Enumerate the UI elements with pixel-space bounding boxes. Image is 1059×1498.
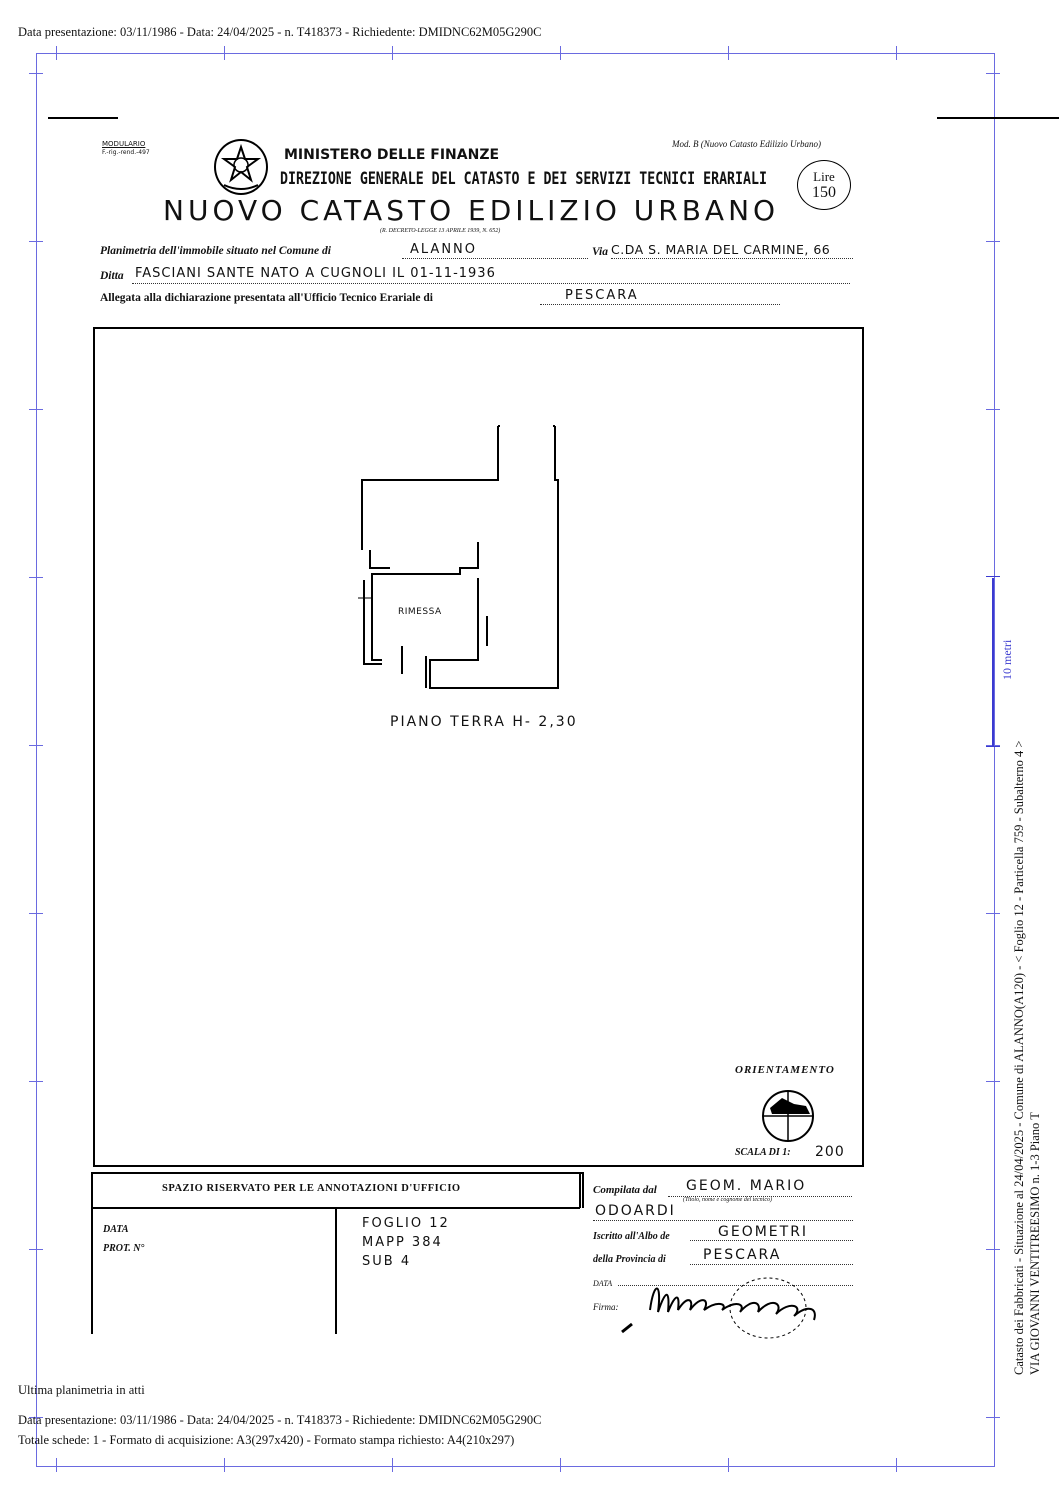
compiler-name2: ODOARDI <box>595 1203 676 1219</box>
decree-label: (R. DECRETO-LEGGE 13 APRILE 1939, N. 652) <box>380 228 501 234</box>
scale-value: 200 <box>815 1144 845 1160</box>
frame-tick <box>29 73 43 74</box>
comune-underline <box>402 258 588 259</box>
frame-tick <box>392 1458 393 1472</box>
document-header: Data presentazione: 03/11/1986 - Data: 24/04/2025 - n. T418373 - Richiedente: DMIDNC62M05G290C <box>18 25 542 39</box>
frame-tick <box>392 46 393 60</box>
signature-icon <box>618 1270 833 1340</box>
frame-tick <box>986 1249 1000 1250</box>
annotations-left-border <box>91 1172 93 1334</box>
price-stamp-value: 150 <box>812 184 836 201</box>
allegata-label: Allegata alla dichiarazione presentata all'Ufficio Tecnico Erariale di <box>100 292 433 304</box>
annotations-heading: SPAZIO RISERVATO PER LE ANNOTAZIONI D'UFFICIO <box>162 1183 461 1194</box>
ditta-value: FASCIANI SANTE NATO A CUGNOLI IL 01-11-1936 <box>135 266 496 281</box>
via-label: Via <box>592 246 608 258</box>
frame-tick <box>986 1417 1000 1418</box>
scale-bar-end <box>986 746 1000 747</box>
compilata-label: Compilata dal <box>593 1184 657 1196</box>
annot-prot-label: PROT. N° <box>103 1243 145 1254</box>
annotations-right-border <box>579 1172 581 1208</box>
ditta-underline <box>132 283 850 284</box>
orientation-label: ORIENTAMENTO <box>735 1064 835 1076</box>
scan-artifact <box>937 117 1059 119</box>
frame-tick <box>29 1249 43 1250</box>
frame-tick <box>56 1458 57 1472</box>
mapp-value: MAPP 384 <box>362 1235 443 1250</box>
provincia-value: PESCARA <box>703 1247 782 1263</box>
scale-bar-end <box>986 576 1000 577</box>
ministry-title: MINISTERO DELLE FINANZE <box>284 147 500 163</box>
footer-line2: Totale schede: 1 - Formato di acquisizione: A3(297x420) - Formato stampa richiesto: A4(210x297) <box>18 1433 515 1447</box>
firma-label: Firma: <box>593 1302 619 1312</box>
albo-underline <box>690 1240 853 1241</box>
annot-data-label: DATA <box>103 1224 129 1235</box>
frame-tick <box>29 577 43 578</box>
footer-ultima: Ultima planimetria in atti <box>18 1383 145 1397</box>
frame-tick <box>29 241 43 242</box>
frame-tick <box>986 73 1000 74</box>
frame-tick <box>986 241 1000 242</box>
frame-tick <box>29 745 43 746</box>
scale-label: SCALA DI 1: <box>735 1147 791 1158</box>
ufficio-value: PESCARA <box>565 288 639 303</box>
frame-tick <box>728 46 729 60</box>
price-stamp-label: Lire <box>813 169 835 184</box>
via-underline <box>611 258 853 259</box>
ditta-label: Ditta <box>100 270 124 282</box>
frame-tick <box>29 1081 43 1082</box>
frame-tick <box>29 913 43 914</box>
scan-artifact <box>48 117 118 119</box>
scale-bar-label: 10 metri <box>1000 639 1014 680</box>
compiler-name-hint: (Titolo, nome e cognome del tecnico) <box>683 1197 772 1203</box>
frame-tick <box>986 913 1000 914</box>
compass-icon <box>760 1088 816 1144</box>
frame-tick <box>728 1458 729 1472</box>
floor-label: PIANO TERRA H- 2,30 <box>390 714 578 730</box>
frame-tick <box>986 1081 1000 1082</box>
frame-tick <box>224 46 225 60</box>
frame-tick <box>986 409 1000 410</box>
albo-value: GEOMETRI <box>718 1224 809 1240</box>
provincia-underline <box>690 1264 853 1265</box>
compiler-name1: GEOM. MARIO <box>686 1178 807 1194</box>
modulario-label: MODULARIO <box>102 140 146 148</box>
frame-tick <box>896 1458 897 1472</box>
ufficio-underline <box>540 304 780 305</box>
frame-tick <box>560 1458 561 1472</box>
frame-tick <box>29 409 43 410</box>
via-value: C.DA S. MARIA DEL CARMINE, 66 <box>611 242 831 257</box>
frame-tick <box>56 46 57 60</box>
foglio-value: FOGLIO 12 <box>362 1216 450 1231</box>
provincia-label: della Provincia di <box>593 1254 666 1265</box>
side-info-line2: VIA GIOVANNI VENTITREESIMO n. 1-3 Piano T <box>1028 1112 1042 1375</box>
compiler-underline <box>593 1220 853 1221</box>
scale-bar <box>992 578 994 746</box>
compiler-data-label: DATA <box>593 1279 613 1288</box>
footer-line1: Data presentazione: 03/11/1986 - Data: 24/04/2025 - n. T418373 - Richiedente: DMIDNC62M05G290C <box>18 1413 542 1427</box>
planimetria-label: Planimetria dell'immobile situato nel Comune di <box>100 245 331 257</box>
room-label: RIMESSA <box>398 607 442 617</box>
floor-plan <box>350 420 570 700</box>
iscritto-label: Iscritto all'Albo de <box>593 1231 670 1242</box>
republic-emblem-icon <box>214 139 268 195</box>
price-stamp <box>797 160 851 210</box>
annotations-mid-border <box>335 1209 337 1334</box>
directorate-title: DIREZIONE GENERALE DEL CATASTO E DEI SERVIZI TECNICI ERARIALI <box>280 169 767 189</box>
sub-value: SUB 4 <box>362 1254 412 1269</box>
frame-tick <box>896 46 897 60</box>
frame-tick <box>560 46 561 60</box>
side-info-line1: Catasto dei Fabbricati - Situazione al 24/04/2025 - Comune di ALANNO(A120) - < Foglio 12 - Particella 759 - Subalterno 4 > <box>1012 740 1026 1375</box>
frame-tick <box>224 1458 225 1472</box>
modulario-sub: F.-rig.-rend.-497 <box>102 149 150 156</box>
mod-b-label: Mod. B (Nuovo Catasto Edilizio Urbano) <box>672 139 821 149</box>
main-title: NUOVO CATASTO EDILIZIO URBANO <box>163 194 780 227</box>
comune-value: ALANNO <box>410 242 478 257</box>
